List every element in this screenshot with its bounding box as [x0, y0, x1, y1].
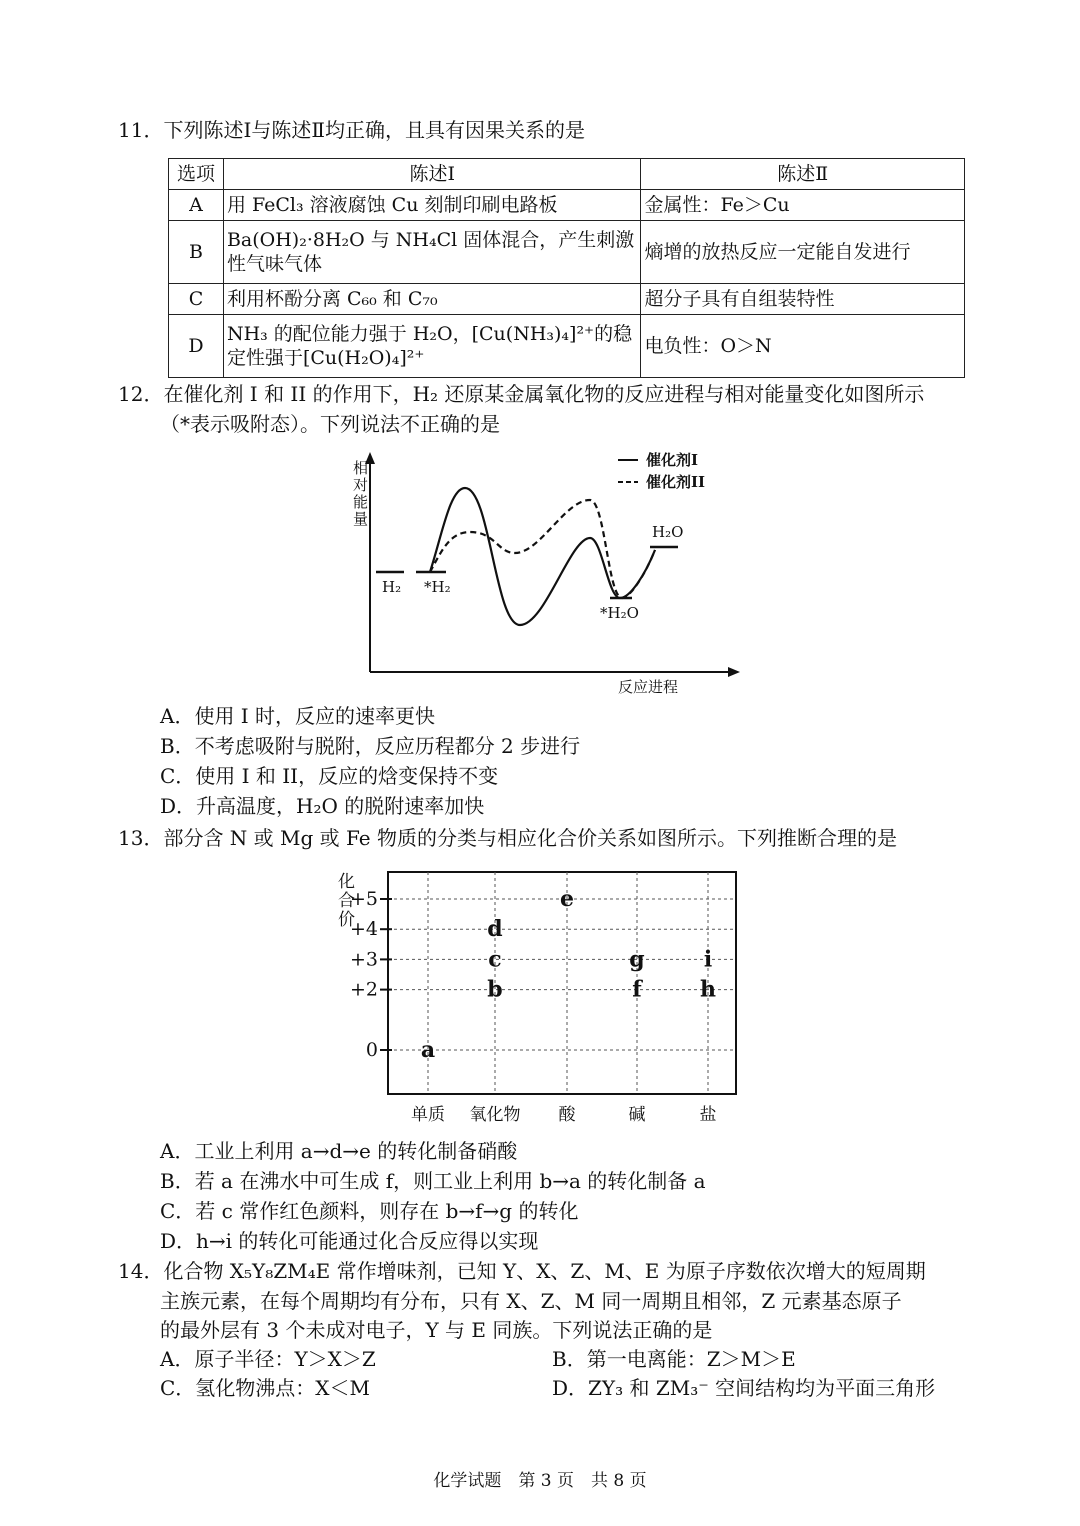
option-cell: C — [169, 284, 224, 315]
statement-1-cell — [223, 284, 641, 315]
y-tick-label: +4 — [349, 918, 378, 941]
page-footer: 化学试题 第 3 页 共 8 页 — [433, 1471, 647, 1491]
q13-option-b: B．若 a 在沸水中可生成 f，则工业上利用 b→a 的转化制备 a — [160, 1169, 706, 1193]
statement-1-text-cont: 定性强于[Cu(H₂O)₄]²⁺ — [226, 347, 425, 369]
statement-1-cell — [223, 315, 641, 378]
q12-option-d: D．升高温度，H₂O 的脱附速率加快 — [160, 794, 485, 818]
x-category-label: 单质 — [411, 1105, 445, 1125]
catalyst-2-curve — [430, 500, 655, 598]
statement-1-text: 用 FeCl₃ 溶液腐蚀 Cu 刻制印刷电路板 — [226, 194, 558, 216]
x-category-label: 碱 — [628, 1105, 646, 1125]
table-row — [169, 315, 965, 378]
q14-stem-line2: 主族元素，在每个周期均有分布，只有 X、Z、M 同一周期且相邻，Z 元素基态原子 — [160, 1289, 902, 1313]
statement-1-text: 利用杯酚分离 C₆₀ 和 C₇₀ — [226, 288, 438, 310]
y-tick-label: +2 — [349, 978, 378, 1001]
statement-2-cell: 熵增的放热反应一定能自发进行 — [641, 221, 965, 284]
data-point-label: f — [632, 976, 642, 1003]
data-point-label: b — [487, 976, 503, 1003]
statement-1-cell — [223, 190, 641, 221]
y-tick-label: 0 — [365, 1039, 378, 1061]
q13-stem: 13．部分含 N 或 Mg 或 Fe 物质的分类与相应化合价关系如图所示。下列推断合理的是 — [118, 826, 897, 850]
x-category-label: 氧化物 — [469, 1105, 521, 1125]
table-row — [169, 221, 965, 284]
x-category-label: 盐 — [699, 1105, 717, 1125]
statement-1-text: NH₃ 的配位能力强于 H₂O，[Cu(NH₃)₄]²⁺的稳 — [226, 323, 633, 345]
q14-option-d: D．ZY₃ 和 ZM₃⁻ 空间结构均为平面三角形 — [552, 1376, 936, 1400]
q11-table — [168, 158, 965, 378]
table-header-cell: 陈述Ⅱ — [641, 159, 965, 190]
x-category-label: 酸 — [558, 1105, 576, 1125]
energy-diagram — [330, 440, 750, 700]
data-point-label: a — [420, 1037, 436, 1063]
legend-catalyst-1: 催化剂I — [646, 451, 699, 469]
q12-option-c: C．使用 I 和 II，反应的焓变保持不变 — [160, 764, 499, 788]
table-row — [169, 190, 965, 221]
label-h2o-ads: *H₂O — [600, 604, 639, 622]
q14-stem-line1: 14．化合物 X₅Y₈ZM₄E 常作增味剂，已知 Y、X、Z、M、E 为原子序数依次增大的短周期 — [118, 1259, 926, 1283]
data-point-label: c — [488, 946, 502, 973]
legend-catalyst-2: 催化剂II — [646, 473, 706, 491]
x-axis-label: 反应进程 — [618, 678, 679, 696]
q12-stem-line2: （*表示吸附态）。下列说法不正确的是 — [160, 412, 500, 436]
table-header-cell: 选项 — [169, 159, 224, 190]
q14-option-a: A．原子半径：Y＞X＞Z — [160, 1347, 376, 1371]
y-tick-label: +5 — [349, 888, 378, 910]
q13-option-c: C．若 c 常作红色颜料，则存在 b→f→g 的转化 — [160, 1199, 579, 1223]
statement-1-text-cont: 性气味气体 — [226, 253, 322, 275]
option-cell: B — [169, 221, 224, 284]
data-point-label: g — [629, 946, 645, 973]
label-h2: H₂ — [382, 578, 402, 596]
statement-2-cell: 电负性：O＞N — [641, 315, 965, 378]
q13-option-d: D．h→i 的转化可能通过化合反应得以实现 — [160, 1229, 539, 1253]
data-point-label: i — [703, 946, 713, 973]
q12-option-b: B．不考虑吸附与脱附，反应历程都分 2 步进行 — [160, 734, 581, 758]
q12-option-a: A．使用 I 时，反应的速率更快 — [160, 704, 436, 728]
x-axis-arrow — [728, 667, 740, 677]
q12-stem-line1: 12．在催化剂 I 和 II 的作用下，H₂ 还原某金属氧化物的反应进程与相对能量变化如图所示 — [118, 382, 925, 406]
q14-option-b: B．第一电离能：Z＞M＞E — [552, 1347, 796, 1371]
valence-chart — [330, 862, 750, 1132]
label-h2-ads: *H₂ — [424, 578, 451, 596]
data-point-label: h — [700, 976, 716, 1003]
data-point-label: e — [560, 886, 574, 912]
statement-2-cell: 超分子具有自组装特性 — [641, 284, 965, 315]
data-point-label: d — [487, 916, 503, 943]
y-axis-label: 化合价 — [334, 872, 354, 929]
q11-stem: 11．下列陈述Ⅰ与陈述Ⅱ均正确，且具有因果关系的是 — [118, 118, 585, 142]
q13-option-a: A．工业上利用 a→d→e 的转化制备硝酸 — [160, 1139, 518, 1163]
table-header-cell: 陈述Ⅰ — [223, 159, 641, 190]
table-header-row — [169, 159, 965, 190]
q14-stem-line3: 的最外层有 3 个未成对电子，Y 与 E 同族。下列说法正确的是 — [160, 1318, 713, 1342]
y-axis-label: 相对能量 — [351, 460, 369, 528]
label-h2o: H₂O — [652, 523, 684, 541]
y-tick-label: +3 — [349, 948, 378, 971]
statement-1-cell — [223, 221, 641, 284]
option-cell: A — [169, 190, 224, 221]
q14-option-c: C．氢化物沸点：X＜M — [160, 1376, 371, 1400]
statement-2-cell: 金属性：Fe＞Cu — [641, 190, 965, 221]
table-row — [169, 284, 965, 315]
option-cell: D — [169, 315, 224, 378]
statement-1-text: Ba(OH)₂·8H₂O 与 NH₄Cl 固体混合，产生刺激 — [226, 229, 635, 251]
